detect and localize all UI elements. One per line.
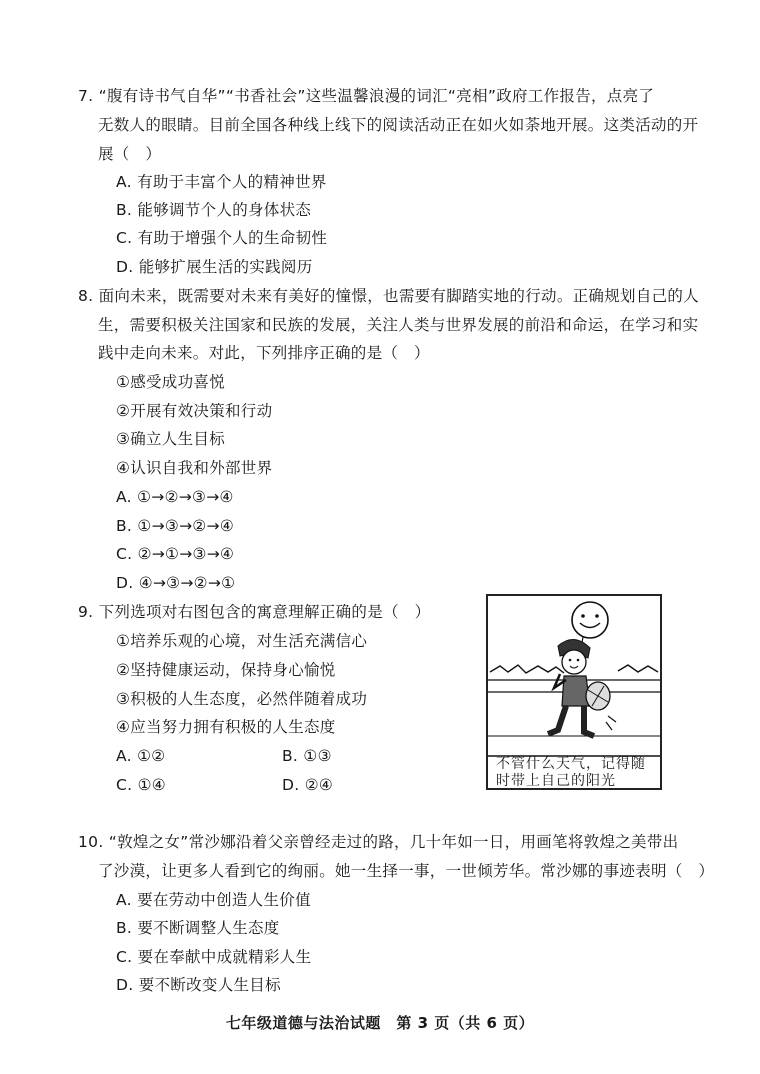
q7-stem-line-3: 展（ ） [98, 145, 162, 163]
smiling-sun-icon [572, 602, 608, 638]
q9-option-d: D. ②④ [282, 776, 334, 794]
q8-stem-line-1: 8. 面向未来，既需要对未来有美好的憧憬，也需要有脚踏实地的行动。正确规划自己的人 [78, 287, 700, 305]
q8-option-b: B. ①→③→②→④ [116, 517, 235, 535]
q10-option-c: C. 要在奉献中成就精彩人生 [116, 948, 312, 966]
q10-option-a: A. 要在劳动中创造人生价值 [116, 891, 311, 909]
q10-stem-line-2: 了沙漠，让更多人看到它的绚丽。她一生择一事，一世倾芳华。常沙娜的事迹表明（ ） [98, 862, 715, 880]
q9-option-c: C. ①④ [116, 776, 166, 794]
q8-option-c: C. ②→①→③→④ [116, 545, 235, 563]
q9-item-3: ③积极的人生态度，必然伴随着成功 [116, 690, 368, 708]
q10-option-b: B. 要不断调整人生态度 [116, 919, 280, 937]
q8-option-d: D. ④→③→②→① [116, 574, 236, 592]
q7-stem-line-1: 7. “腹有诗书气自华”“书香社会”这些温馨浪漫的词汇“亮相”政府工作报告，点亮了 [78, 87, 655, 105]
q9-item-2: ②坚持健康运动，保持身心愉悦 [116, 661, 336, 679]
q9-item-4: ④应当努力拥有积极的人生态度 [116, 718, 336, 736]
q7-option-d: D. 能够扩展生活的实践阅历 [116, 258, 313, 276]
q7-option-c: C. 有助于增强个人的生命韧性 [116, 229, 328, 247]
q8-item-1: ①感受成功喜悦 [116, 373, 225, 391]
cartoon-caption: 不管什么天气，记得随时带上自己的阳光 [496, 756, 646, 789]
q7-option-a: A. 有助于丰富个人的精神世界 [116, 173, 327, 191]
q8-item-4: ④认识自我和外部世界 [116, 459, 273, 477]
q9-stem: 9. 下列选项对右图包含的寓意理解正确的是（ ） [78, 603, 431, 621]
q9-option-b: B. ①③ [282, 747, 332, 765]
q7-stem-line-2: 无数人的眼睛。目前全国各种线上线下的阅读活动正在如火如荼地开展。这类活动的开 [98, 116, 699, 134]
q9-option-a: A. ①② [116, 747, 166, 765]
page-footer: 七年级道德与法治试题 第 3 页（共 6 页） [225, 1014, 535, 1032]
q8-stem-line-3: 践中走向未来。对此，下列排序正确的是（ ） [98, 344, 430, 362]
q8-option-a: A. ①→②→③→④ [116, 488, 234, 506]
q8-item-2: ②开展有效决策和行动 [116, 402, 273, 420]
q8-stem-line-2: 生，需要积极关注国家和民族的发展，关注人类与世界发展的前沿和命运，在学习和实 [98, 316, 699, 334]
q10-stem-line-1: 10. “敦煌之女”常沙娜沿着父亲曾经走过的路，几十年如一日，用画笔将敦煌之美带出 [78, 833, 679, 851]
q9-item-1: ①培养乐观的心境，对生活充满信心 [116, 632, 368, 650]
q7-option-b: B. 能够调节个人的身体状态 [116, 201, 312, 219]
q10-option-d: D. 要不断改变人生目标 [116, 976, 281, 994]
cartoon-illustration [486, 594, 662, 790]
q8-item-3: ③确立人生目标 [116, 430, 225, 448]
